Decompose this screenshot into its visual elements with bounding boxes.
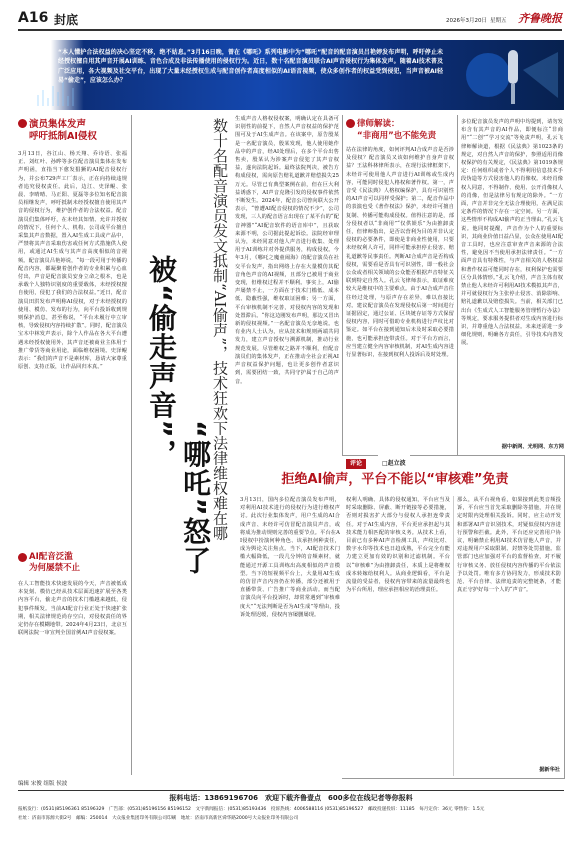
section1-body: 3月13日，谷江山、杨天翔、乔诗语、张福正、刘红叶、孙晔等多位配音演员集体在发布声明函，直指当下愈发猖獗的AI配音侵权行为，并公布729声工厂表示，正在向持续违规者追究侵权责任。此后，边江、史泽鲲、张晨、李晴晴、马正阳、夏磊等多位知名配音演员相继发声，呼吁抵制未经授权擅自使用其声音的侵权行为，维护创作者的合法权益。配音演员们集体呼吁，在未经其知情、允许并授权的情况下，任何个人、机构、公司或平台擅自采集其声音数据，置入AI生成工具或产品中，严禁将其声音采取伤害或任何方式措施供人使用，或通过AI生成与其声音高度相似的音视频。配音演员吕艳婷说，“每一段可用于传播的配音内容，都凝聚着创作者的专业积累与心血付出，声音是配音演员安身立命之根本，也是承载个人独特识别度的重要载体，未经授权擅自使用，侵犯了我们的合法权益。”近日，配音演员田洪发布声明称AI侵权，对于未经授权的使用、模仿、发布的行为，向平台投诉收到规则保护消息，甚至称说，“平台未履行中立审核，导致侵权内容持续扩散”。同时，配音演员宝木中林发声表示，除个人作品在各大平台遭遇未经授权使用外，其声音还被商业主体用于推广带货等商业用途，面临维权困境。史泽鲲表示：“我们的声音不是素材库，恳请大家尊重原创、支持正版，让作品回归本真。” [18, 151, 127, 371]
banner-image [18, 40, 564, 110]
section3-credit: 据中新网、光明网、东方网 [501, 444, 564, 450]
opinion-tag-label: 评论 [349, 460, 362, 467]
page-number: A16 [18, 10, 49, 26]
section2-body: 站在法律的角度，如何评判AI合成声音是否涉及侵权？配音演员又该如何维护自身声音权益？王法科林律所表示，在现行法律框架下，未经许可使用他人声音进行AI训练或生成内容，可能同时侵犯人格权和著作权。第一，声音受《民法典》人格权编保护，具有可识别性的AI声音可以同样受保护；第二，配音作品中的表演也受《著作权法》保护，未经许可擅自复制、传播可能构成侵权。值得注意的是，部分侵权者以“非商用”“仅供娱乐”为由推卸责任，但律师指出，是否以营利为目的并非认定侵权的必要条件，即使是非商业性使用，只要未经权利人许可，同样可能承担停止侵害、赔礼道歉等民事责任。判断AI合成声音是否构成侵权，需要看是否具有可识别性，即一般社会公众或者相关领域的公众能否根据声音特征关联到特定自然人。孔云飞律师表示，取证难度较大是维权中的主要难点。由于AI合成声音往往经过处理，与原声存在差异，难以直接比对。建议配音演员在发现侵权后第一时间进行证据固定，通过公证、区块链存证等方式保留侵权内容，同时可借助专业机构进行声纹比对鉴定。如平台在接到通知后未及时采取必要措施，也可能承担连带责任。对于平台方而言，应当建立健全内容审核机制，对AI生成内容进行显著标识，在接到权利人投诉后及时处理。 [346, 147, 454, 359]
issue-date: 2026年3月20日 [446, 18, 487, 24]
middle-body: 生成声音人格权侵权案，明确认定在具备可识别性的前提下，自然人声音权益的保护范围可及于AI生成声音。在该案中，原告殷某是一名配音演员，殷某发现，他人使用她作品中的声音，经AI处理后，在多个平台出售售卖，殷某认为涉案声音侵犯了其声音权益，遂向法院起诉。最终法院判决，被告方构成侵权，需向原告赔礼道歉并赔偿损失25万元。尽管已有典型案例在前，但在巨大利益诱惑下，AI声音克隆引发的侵权事件依然不断发生。2024年，配音公司曾向联大公开表示，“曾遭AI配音侵权的情况不少”，公司发现，三人的配音语言出现在了某平台的“配音神器”“AI配音软件的语音库中”，且获取来源不明，公司据此提起诉讼。法院经审理认为，未经同意对他人声音进行收集、处理用于AI训练并对外提供服务，构成侵权。今年3月，《哪吒之魔童闹海》的配音演员在社交平台发声，指出网络上存在大量模仿其配音角色声音的AI视频，且部分已被用于商业变现，但维权过程并不顺利。事实上，AI偷声屡禁不止，一方面在于技术门槛低、成本低、隐蔽性强，维权取证困难；另一方面，平台审核机制不完善，对侵权内容的发现和处置滞后。“你这边刚发布声明，那边又冒出新的侵权视频。”一名配音演员无奈地说。也有业内人士认为，应从技术和规则两端共同发力，建立声音授权与溯源机制，推动行业规范发展。尽管维权之路并不顺利，但配音演员们的集体发声，正在推动全社会正视AI声音权益保护问题，也让更多创作者意识到，需要团结一致，共同守护属于自己的声音。 [235, 116, 339, 385]
footer-address: 社址：济南市泺源大街2号 邮编：250014 大众报业集团印务有限公司印刷 地址：济南市高新区舜华路2000号大众报业印务有限公司 [18, 816, 299, 821]
masthead-logo: 齐鲁晚报 [518, 12, 562, 25]
microphone-icon [18, 119, 27, 128]
issue-weekday: 星期五 [490, 18, 507, 24]
headline-main-line2: “哪吒”怒了 [179, 420, 212, 575]
footer-rule [18, 790, 564, 791]
column-divider [342, 115, 343, 455]
banner-text: “本人懂护合法权益的决心坚定不移，绝不姑息。”3月16日晚，曾在《哪吒》系列电影中为“哪吒”配音的配音演员吕艳婷发布声明，呼吁停止未经授权擅自用其声音开展AI训练、音色合成及非法传播使用的侵权行为。近日，数十名配音演员联合AI声音侵权行为集体发声。随着AI技术普及广泛应用，各大视频及社交平台，出现了大量未经授权生成与配音创作者高度相似的AI语音视频，使众多创作者的权益受到侵犯，当声音被AI轻易“偷走”，应该怎么办？ [58, 49, 443, 85]
column-divider [453, 496, 454, 776]
microphone-icon [18, 553, 27, 562]
column-divider [131, 115, 132, 775]
section2-title: 律师解读： “非商用”也不能免责 [357, 119, 437, 141]
microphone-icon [346, 119, 355, 128]
headline-kicker: 数十名配音演员发文抵制“AI偷声”，技术狂欢下法律维权难在哪 [211, 118, 229, 541]
section1-title: 演员集体发声 呼吁抵制AI侵权 [29, 119, 97, 142]
header-rule [18, 29, 562, 31]
opinion-tag [378, 450, 410, 469]
opinion-credit: 据新华社 [539, 767, 560, 773]
opinion-body2: 权利人明确、具体的侵权通知，平台应当及时采取删除、屏蔽、断开链接等必要措施，否则对损害扩大部分与侵权人承担连带责任。对于AI生成内容，平台更应承担起与其技术能力相匹配的审核义务。从技术上看，目前已有多种AI声音检测工具，声纹比对、数字水印等技术也日趋成熟，平台完全有能力建立更加有效的识别和过滤机制。平台以“审核难”为由推卸责任，本质上是将维权成本转嫁给权利人。从商业逻辑看，平台是流量的受益者，侵权内容带来的流量最终也为平台所用，理应承担相应的治理责任。 [346, 497, 450, 594]
section3-body: 多位配音演员发声的声明中均提到，请勿发布含有其声音的AI作品，即便标注“非商用”“二创”“学习交流”等免责声明，孔云飞律师解读道，根据《民法典》第1023条的规定，对自然人声音的保护，参照适用肖像权保护的有关规定，《民法典》第1019条规定：任何组织或者个人不得利用信息技术手段伪造等方式侵害他人的肖像权。未经肖像权人同意，不得制作、使用、公开肖像权人的肖像，但是法律另有规定的除外。“一方面，声音并非完全无法合理使用，在满足法定条件的情况下存在一定空间。另一方面，这些情形不构成AI偷声的正当理由。”孔云飞说。他同时提醒，声音作为个人的重要标识，其商业价值日益凸显，公众在使用AI配音工具时，也应注意审查声音来源的合法性，避免因不当使用承担法律责任。“一方面声音具有特殊性，与声音相关的人格权益和著作权益可能同时存在，权利保护也需要区分具体情形。”孔云飞介绍，声音主体有权禁止他人未经许可利用AI技术模拟其声音，并可就侵权行为主张停止侵害、消除影响、赔礼道歉以及赔偿损失。当前，相关部门已出台《生成式人工智能服务管理暂行办法》等规定，要求服务提供者对生成内容进行标识，并尊重他人合法权益。未来还需进一步细化规则，明确各方责任，引导技术向善发展。 [461, 119, 563, 347]
page-header [18, 8, 562, 28]
column-divider [457, 115, 458, 455]
opinion-body1: 3月13日，国内多位配音演员发布声明，对利用AI技术进行的侵权行为进行维权声讨。此次行业集体发声，用户生成的AI合成声音、未经许可仿冒配音演员声音，或将成为推动规则完善的重要节点。平台在AI侵权中扮演何种角色、该承担何种责任，成为舆论关注焦点。当下，AI配音技术门槛大幅降低，一段几分钟的音频素材，就能通过开源工具训练出高度相似的声音模型。当下的短视频平台上，大量用AI生成的仿冒声音内容仍在传播，部分还被用于直播带货、广告推广等商业活动。而当配音演员向平台投诉时，却常常遇到“审核难度大”“无法判断是否为AI生成”等理由，投诉处理迟缓，侵权内容屡删屡现。 [240, 497, 340, 618]
footer-contacts: 报纸发行：(0531)85196361 85196329 广告部：(0531)85196156 85196152 文字新闻报信：(0531)85193436 投诉热线：4006588116 (0531)85196527 邮政投递投诉：11185 每月定价：36元 零售价：1.5元 [18, 807, 485, 812]
opinion-tag-badge [346, 459, 366, 469]
section-name: 封底 [54, 13, 79, 27]
section1-body2: 在人工智能技术快速发展的今天，声音被低成本复刻、模仿已经从技术层面迅速扩展至各类内容平台，偷走声音的技术门槛越来越低，侵犯事件频发。当前AI配音行业正处于快速扩张期，相关法律规范尚存空白，对侵权责任的界定仍存在模糊地带。2024年4月23日，北京互联网法院一审宣判全国首例AI声音侵权案。 [18, 581, 127, 637]
headline-main-line1: 被“偷走声音”， [145, 255, 178, 468]
opinion-body3: 那么，从平台视角看，如果接到此类音频投诉，平台应当首先采取删除等措施，并在规定时限内处理相关投诉。同时，应主动开发和部署AI声音识别技术，对疑似侵权内容进行预警和拦截。此外，平台还应完善用户协议，明确禁止利用AI技术仿冒他人声音，并对违规用户采取限制、封禁等处罚措施。监管部门也应加强对平台的监督检查，对不履行审核义务、放任侵权内容传播的平台依法予以处罚。唯有多方协同发力，形成技术防范、平台自律、法律追责的完整链条，才能真正守护好每一个人的“声音”。 [457, 497, 561, 594]
opinion-tag-text: □赵立波 [382, 460, 406, 467]
editor-credit: 编辑 宋俊 组版 侯波 [18, 781, 68, 787]
footer-hotline: 报料电话：13869196706 欢迎下载齐鲁壹点 600多位在线记者等你报料 [169, 794, 413, 802]
section1-subhead: AI配音泛滥 为何屡禁不止 [29, 552, 81, 573]
opinion-headline: 拒绝AI偷声，平台不能以“审核难”免责 [281, 472, 509, 487]
